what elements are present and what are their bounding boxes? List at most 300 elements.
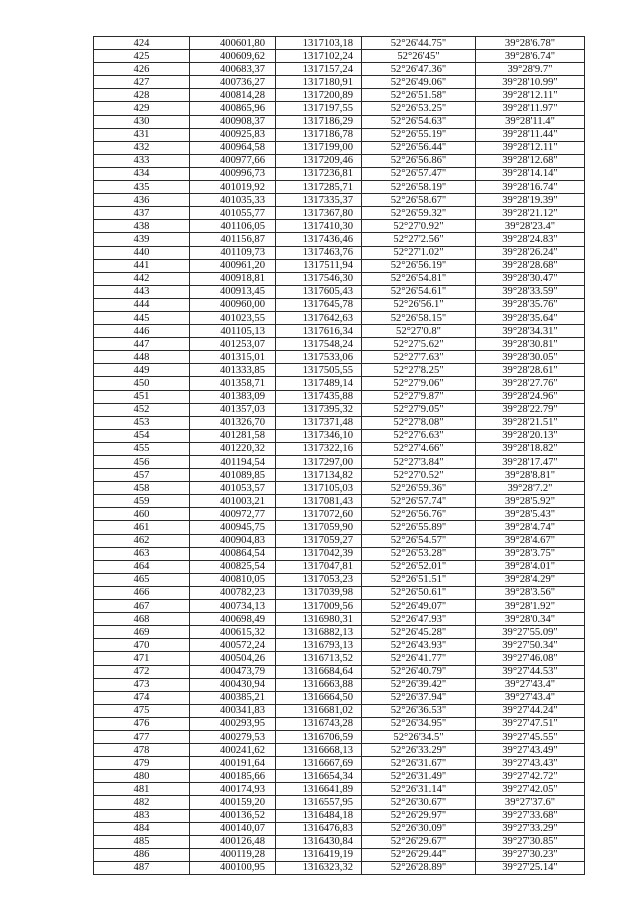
x-coordinate-cell: 400977,66 [190,154,276,167]
longitude-cell: 39°27'37.6" [476,796,585,809]
table-row [94,442,585,455]
latitude-cell: 52°26'28.89" [362,861,476,874]
point-number-cell: 468 [94,613,190,626]
table-row [94,809,585,822]
point-number-cell: 482 [94,796,190,809]
y-coordinate-cell: 1317081,43 [276,495,362,508]
point-number-cell: 452 [94,403,190,416]
point-number-cell: 448 [94,351,190,364]
y-coordinate-cell: 1317367,80 [276,207,362,220]
table-row [94,600,585,613]
table-row [94,573,585,586]
table-row [94,325,585,338]
point-number-cell: 466 [94,586,190,599]
longitude-cell: 39°28'9.7" [476,63,585,76]
table-row [94,403,585,416]
longitude-cell: 39°27'44.24" [476,704,585,717]
latitude-cell: 52°26'44.75" [362,37,476,50]
x-coordinate-cell: 401035,33 [190,194,276,207]
x-coordinate-cell: 400810,05 [190,573,276,586]
latitude-cell: 52°26'30.67" [362,796,476,809]
latitude-cell: 52°27'6.63" [362,429,476,442]
y-coordinate-cell: 1316641,89 [276,783,362,796]
longitude-cell: 39°28'21.12" [476,207,585,220]
table-row [94,154,585,167]
x-coordinate-cell: 400136,52 [190,809,276,822]
table-row [94,37,585,50]
x-coordinate-cell: 401089,85 [190,469,276,482]
point-number-cell: 455 [94,442,190,455]
x-coordinate-cell: 400159,20 [190,796,276,809]
y-coordinate-cell: 1316663,88 [276,678,362,691]
latitude-cell: 52°26'53.25" [362,102,476,115]
x-coordinate-cell: 400385,21 [190,691,276,704]
table-row [94,128,585,141]
x-coordinate-cell: 400119,28 [190,848,276,861]
y-coordinate-cell: 1317009,56 [276,600,362,613]
y-coordinate-cell: 1317157,24 [276,63,362,76]
point-number-cell: 429 [94,102,190,115]
point-number-cell: 443 [94,285,190,298]
longitude-cell: 39°28'12.11" [476,89,585,102]
longitude-cell: 39°28'10.99" [476,76,585,89]
point-number-cell: 457 [94,469,190,482]
latitude-cell: 52°26'59.32" [362,207,476,220]
table-row [94,678,585,691]
x-coordinate-cell: 400430,94 [190,678,276,691]
x-coordinate-cell: 400960,00 [190,298,276,311]
table-row [94,848,585,861]
y-coordinate-cell: 1317511,94 [276,259,362,272]
x-coordinate-cell: 401333,85 [190,364,276,377]
longitude-cell: 39°28'11.44" [476,128,585,141]
x-coordinate-cell: 401383,09 [190,390,276,403]
x-coordinate-cell: 401109,73 [190,246,276,259]
point-number-cell: 446 [94,325,190,338]
x-coordinate-cell: 400683,37 [190,63,276,76]
latitude-cell: 52°26'50.61" [362,586,476,599]
longitude-cell: 39°28'17.47" [476,456,585,469]
y-coordinate-cell: 1316681,02 [276,704,362,717]
table-row [94,233,585,246]
table-row [94,181,585,194]
longitude-cell: 39°28'12.68" [476,154,585,167]
longitude-cell: 39°28'3.56" [476,586,585,599]
latitude-cell: 52°27'3.84" [362,456,476,469]
point-number-cell: 484 [94,822,190,835]
point-number-cell: 486 [94,848,190,861]
table-row [94,167,585,180]
x-coordinate-cell: 400140,07 [190,822,276,835]
point-number-cell: 478 [94,744,190,757]
latitude-cell: 52°26'40.79" [362,665,476,678]
latitude-cell: 52°26'54.63" [362,115,476,128]
point-number-cell: 439 [94,233,190,246]
y-coordinate-cell: 1317436,46 [276,233,362,246]
point-number-cell: 467 [94,600,190,613]
point-number-cell: 472 [94,665,190,678]
longitude-cell: 39°27'43.43" [476,757,585,770]
x-coordinate-cell: 401023,55 [190,311,276,324]
table-row [94,272,585,285]
longitude-cell: 39°28'4.29" [476,573,585,586]
y-coordinate-cell: 1317546,30 [276,272,362,285]
table-row [94,89,585,102]
x-coordinate-cell: 400825,54 [190,560,276,573]
longitude-cell: 39°27'43.49" [476,744,585,757]
longitude-cell: 39°28'23.4" [476,220,585,233]
point-number-cell: 437 [94,207,190,220]
table-row [94,508,585,521]
table-row [94,456,585,469]
latitude-cell: 52°27'9.06" [362,377,476,390]
y-coordinate-cell: 1317533,06 [276,351,362,364]
table-row [94,469,585,482]
longitude-cell: 39°28'6.74" [476,50,585,63]
latitude-cell: 52°26'49.07" [362,600,476,613]
y-coordinate-cell: 1317186,29 [276,115,362,128]
y-coordinate-cell: 1317346,10 [276,429,362,442]
y-coordinate-cell: 1317102,24 [276,50,362,63]
point-number-cell: 458 [94,482,190,495]
y-coordinate-cell: 1317039,98 [276,586,362,599]
y-coordinate-cell: 1316323,32 [276,861,362,874]
x-coordinate-cell: 400609,62 [190,50,276,63]
x-coordinate-cell: 400961,20 [190,259,276,272]
point-number-cell: 434 [94,167,190,180]
longitude-cell: 39°27'30.85" [476,835,585,848]
latitude-cell: 52°26'47.93" [362,613,476,626]
point-number-cell: 487 [94,861,190,874]
table-row [94,560,585,573]
longitude-cell: 39°28'4.01" [476,560,585,573]
latitude-cell: 52°26'55.19" [362,128,476,141]
longitude-cell: 39°28'11.97" [476,102,585,115]
longitude-cell: 39°28'21.51" [476,416,585,429]
latitude-cell: 52°27'0.8" [362,325,476,338]
point-number-cell: 431 [94,128,190,141]
point-number-cell: 438 [94,220,190,233]
longitude-cell: 39°27'33.29" [476,822,585,835]
longitude-cell: 39°28'34.31" [476,325,585,338]
longitude-cell: 39°28'18.82" [476,442,585,455]
longitude-cell: 39°28'16.74" [476,181,585,194]
x-coordinate-cell: 400736,27 [190,76,276,89]
y-coordinate-cell: 1316980,31 [276,613,362,626]
y-coordinate-cell: 1316664,50 [276,691,362,704]
table-row [94,102,585,115]
x-coordinate-cell: 400864,54 [190,547,276,560]
y-coordinate-cell: 1317435,88 [276,390,362,403]
table-row [94,338,585,351]
y-coordinate-cell: 1317645,78 [276,298,362,311]
latitude-cell: 52°26'29.97" [362,809,476,822]
y-coordinate-cell: 1317236,81 [276,167,362,180]
table-row [94,613,585,626]
table-row [94,115,585,128]
table-row [94,141,585,154]
point-number-cell: 474 [94,691,190,704]
latitude-cell: 52°26'56.44" [362,141,476,154]
point-number-cell: 465 [94,573,190,586]
point-number-cell: 436 [94,194,190,207]
x-coordinate-cell: 400572,24 [190,639,276,652]
point-number-cell: 485 [94,835,190,848]
y-coordinate-cell: 1317042,39 [276,547,362,560]
y-coordinate-cell: 1317200,89 [276,89,362,102]
table-row [94,783,585,796]
x-coordinate-cell: 400473,79 [190,665,276,678]
latitude-cell: 52°27'9.87" [362,390,476,403]
table-row [94,796,585,809]
y-coordinate-cell: 1316557,95 [276,796,362,809]
point-number-cell: 483 [94,809,190,822]
point-number-cell: 481 [94,783,190,796]
point-number-cell: 461 [94,521,190,534]
x-coordinate-cell: 400908,37 [190,115,276,128]
y-coordinate-cell: 1316684,64 [276,665,362,678]
longitude-cell: 39°28'5.92" [476,495,585,508]
y-coordinate-cell: 1316667,69 [276,757,362,770]
x-coordinate-cell: 400945,75 [190,521,276,534]
latitude-cell: 52°27'4.66" [362,442,476,455]
x-coordinate-cell: 401253,07 [190,338,276,351]
point-number-cell: 440 [94,246,190,259]
x-coordinate-cell: 400865,96 [190,102,276,115]
latitude-cell: 52°26'54.61" [362,285,476,298]
longitude-cell: 39°28'4.74" [476,521,585,534]
latitude-cell: 52°26'56.76" [362,508,476,521]
longitude-cell: 39°28'26.24" [476,246,585,259]
table-row [94,364,585,377]
longitude-cell: 39°28'22.79" [476,403,585,416]
latitude-cell: 52°26'30.09" [362,822,476,835]
latitude-cell: 52°26'47.36" [362,63,476,76]
y-coordinate-cell: 1317371,48 [276,416,362,429]
longitude-cell: 39°27'46.08" [476,652,585,665]
x-coordinate-cell: 400279,53 [190,730,276,743]
table-row [94,770,585,783]
longitude-cell: 39°28'14.14" [476,167,585,180]
latitude-cell: 52°26'34.95" [362,717,476,730]
y-coordinate-cell: 1317616,34 [276,325,362,338]
x-coordinate-cell: 400972,77 [190,508,276,521]
x-coordinate-cell: 400191,64 [190,757,276,770]
latitude-cell: 52°26'39.42" [362,678,476,691]
latitude-cell: 52°26'54.81" [362,272,476,285]
latitude-cell: 52°27'9.05" [362,403,476,416]
latitude-cell: 52°26'51.58" [362,89,476,102]
y-coordinate-cell: 1316793,13 [276,639,362,652]
table-row [94,822,585,835]
table-row [94,861,585,874]
table-row [94,76,585,89]
latitude-cell: 52°26'31.67" [362,757,476,770]
point-number-cell: 469 [94,626,190,639]
x-coordinate-cell: 401358,71 [190,377,276,390]
y-coordinate-cell: 1317335,37 [276,194,362,207]
latitude-cell: 52°26'34.5" [362,730,476,743]
y-coordinate-cell: 1317322,16 [276,442,362,455]
x-coordinate-cell: 400293,95 [190,717,276,730]
longitude-cell: 39°28'8.81" [476,469,585,482]
point-number-cell: 450 [94,377,190,390]
x-coordinate-cell: 401053,57 [190,482,276,495]
table-row [94,717,585,730]
y-coordinate-cell: 1317134,82 [276,469,362,482]
latitude-cell: 52°27'0.52" [362,469,476,482]
table-row [94,835,585,848]
y-coordinate-cell: 1317197,55 [276,102,362,115]
longitude-cell: 39°27'30.23" [476,848,585,861]
latitude-cell: 52°26'53.28" [362,547,476,560]
y-coordinate-cell: 1316484,18 [276,809,362,822]
table-row [94,63,585,76]
latitude-cell: 52°27'7.63" [362,351,476,364]
table-row [94,534,585,547]
latitude-cell: 52°26'59.36" [362,482,476,495]
x-coordinate-cell: 400601,80 [190,37,276,50]
y-coordinate-cell: 1317047,81 [276,560,362,573]
table-row [94,586,585,599]
point-number-cell: 453 [94,416,190,429]
latitude-cell: 52°26'51.51" [362,573,476,586]
table-row [94,521,585,534]
coordinates-table [93,36,585,875]
x-coordinate-cell: 400904,83 [190,534,276,547]
latitude-cell: 52°26'56.1" [362,298,476,311]
point-number-cell: 473 [94,678,190,691]
x-coordinate-cell: 401055,77 [190,207,276,220]
longitude-cell: 39°28'24.96" [476,390,585,403]
x-coordinate-cell: 401105,13 [190,325,276,338]
point-number-cell: 476 [94,717,190,730]
table-row [94,495,585,508]
y-coordinate-cell: 1317180,91 [276,76,362,89]
latitude-cell: 52°26'29.44" [362,848,476,861]
point-number-cell: 432 [94,141,190,154]
point-number-cell: 477 [94,730,190,743]
x-coordinate-cell: 401315,01 [190,351,276,364]
longitude-cell: 39°28'5.43" [476,508,585,521]
table-row [94,482,585,495]
latitude-cell: 52°26'29.67" [362,835,476,848]
latitude-cell: 52°26'52.01" [362,560,476,573]
longitude-cell: 39°28'27.76" [476,377,585,390]
x-coordinate-cell: 401194,54 [190,456,276,469]
point-number-cell: 445 [94,311,190,324]
point-number-cell: 442 [94,272,190,285]
table-row [94,744,585,757]
point-number-cell: 475 [94,704,190,717]
latitude-cell: 52°26'41.77" [362,652,476,665]
latitude-cell: 52°26'33.29" [362,744,476,757]
point-number-cell: 480 [94,770,190,783]
table-row [94,429,585,442]
longitude-cell: 39°28'35.64" [476,311,585,324]
point-number-cell: 426 [94,63,190,76]
table-row [94,220,585,233]
point-number-cell: 447 [94,338,190,351]
longitude-cell: 39°28'6.78" [476,37,585,50]
latitude-cell: 52°26'57.74" [362,495,476,508]
longitude-cell: 39°28'30.81" [476,338,585,351]
longitude-cell: 39°27'43.4" [476,691,585,704]
table-row [94,285,585,298]
x-coordinate-cell: 401156,87 [190,233,276,246]
latitude-cell: 52°26'45" [362,50,476,63]
y-coordinate-cell: 1317103,18 [276,37,362,50]
point-number-cell: 449 [94,364,190,377]
latitude-cell: 52°26'45.28" [362,626,476,639]
y-coordinate-cell: 1316430,84 [276,835,362,848]
longitude-cell: 39°28'11.4" [476,115,585,128]
table-row [94,207,585,220]
latitude-cell: 52°26'43.93" [362,639,476,652]
longitude-cell: 39°27'25.14" [476,861,585,874]
latitude-cell: 52°26'56.19" [362,259,476,272]
table-row [94,652,585,665]
latitude-cell: 52°26'56.86" [362,154,476,167]
point-number-cell: 444 [94,298,190,311]
latitude-cell: 52°27'2.56" [362,233,476,246]
point-number-cell: 460 [94,508,190,521]
point-number-cell: 433 [94,154,190,167]
latitude-cell: 52°27'0.92" [362,220,476,233]
longitude-cell: 39°27'42.05" [476,783,585,796]
latitude-cell: 52°27'8.25" [362,364,476,377]
point-number-cell: 424 [94,37,190,50]
point-number-cell: 470 [94,639,190,652]
table-row [94,730,585,743]
x-coordinate-cell: 400913,45 [190,285,276,298]
point-number-cell: 427 [94,76,190,89]
longitude-cell: 39°27'43.4" [476,678,585,691]
point-number-cell: 425 [94,50,190,63]
y-coordinate-cell: 1317186,78 [276,128,362,141]
y-coordinate-cell: 1317199,00 [276,141,362,154]
point-number-cell: 441 [94,259,190,272]
y-coordinate-cell: 1316706,59 [276,730,362,743]
table-row [94,757,585,770]
longitude-cell: 39°27'50.34" [476,639,585,652]
x-coordinate-cell: 401326,70 [190,416,276,429]
table-row [94,626,585,639]
y-coordinate-cell: 1316654,34 [276,770,362,783]
table-row [94,665,585,678]
table-row [94,298,585,311]
x-coordinate-cell: 400341,83 [190,704,276,717]
latitude-cell: 52°26'49.06" [362,76,476,89]
latitude-cell: 52°26'58.19" [362,181,476,194]
y-coordinate-cell: 1317297,00 [276,456,362,469]
longitude-cell: 39°28'12.11" [476,141,585,154]
point-number-cell: 459 [94,495,190,508]
y-coordinate-cell: 1317489,14 [276,377,362,390]
table-row [94,639,585,652]
latitude-cell: 52°27'8.08" [362,416,476,429]
table-row [94,311,585,324]
x-coordinate-cell: 400918,81 [190,272,276,285]
x-coordinate-cell: 400996,73 [190,167,276,180]
x-coordinate-cell: 401357,03 [190,403,276,416]
table-row [94,194,585,207]
longitude-cell: 39°27'47.51" [476,717,585,730]
latitude-cell: 52°26'58.67" [362,194,476,207]
table-row [94,246,585,259]
longitude-cell: 39°27'45.55" [476,730,585,743]
longitude-cell: 39°28'7.2" [476,482,585,495]
